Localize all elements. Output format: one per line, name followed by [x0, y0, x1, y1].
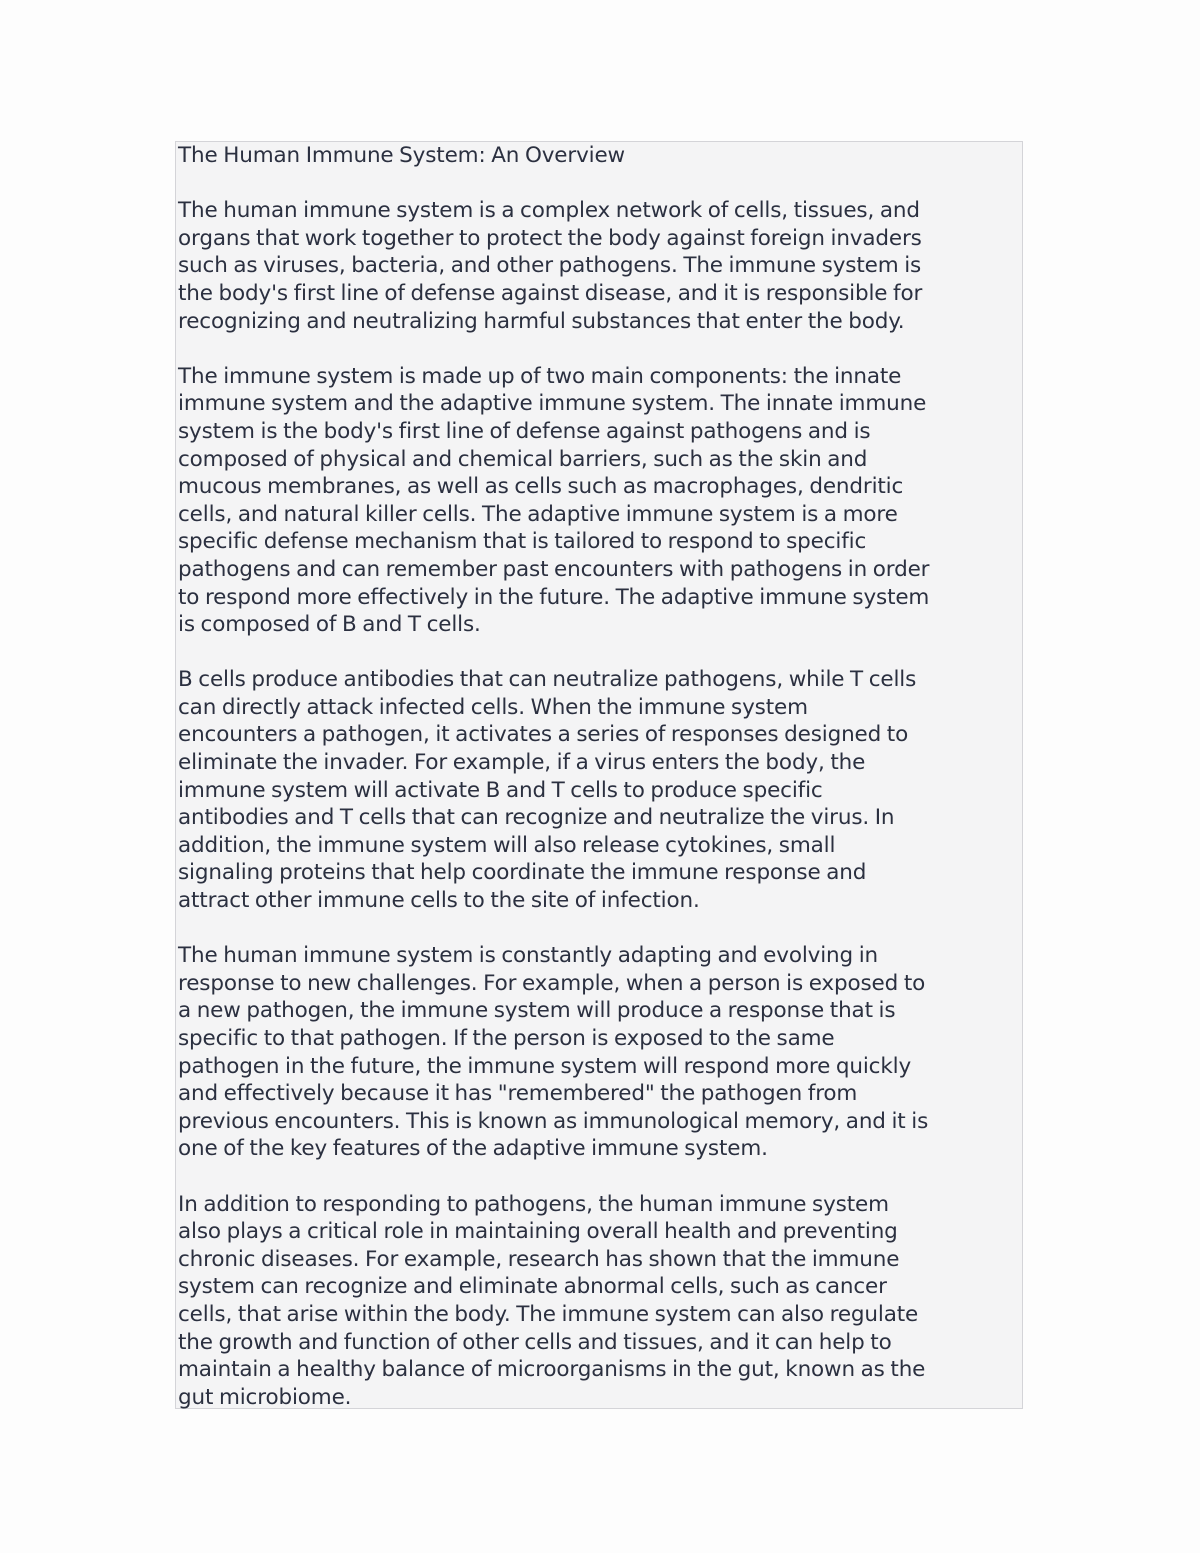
paragraph-3: B cells produce antibodies that can neutralize pathogens, while T cells can directly attack infected cells. When the immune system encounters a pathogen, it activates a series of responses designed to eliminate the invader. For example, if a virus enters the body, the immune system will activate B and T cells to produce specific antibodies and T cells that can recognize and neutralize the virus. In addition, the immune system will also release cytokines, small signaling proteins that help coordinate the immune response and attract other immune cells to the site of infection.	[178, 667, 917, 914]
paragraph-1: The human immune system is a complex network of cells, tissues, and organs that work together to protect the body against foreign invaders such as viruses, bacteria, and other pathogens. The immune system is the body's first line of defense against disease, and it is responsible for recognizing and neutralizing harmful substances that enter the body.	[178, 198, 923, 334]
paragraph-5: In addition to responding to pathogens, the human immune system also plays a critical role in maintaining overall health and preventing chronic diseases. For example, research has shown that the immune system can recognize and eliminate abnormal cells, such as cancer cells, that arise within the body. The immune system can also regulate the growth and function of other cells and tissues, and it can help to maintain a healthy balance of microorganisms in the gut, known as the gut microbiome.	[178, 1191, 926, 1410]
paragraph-4: The human immune system is constantly adapting and evolving in response to new challenges. For example, when a person is exposed to a new pathogen, the immune system will produce a response that is specific to that pathogen. If the person is exposed to the same pathogen in the future, the immune system will respond more quickly and effectively because it has "remembered" the pathogen from previous encounters. This is known as immunological memory, and it is one of the key features of the adaptive immune system.	[178, 943, 929, 1162]
document-title: The Human Immune System: An Overview	[178, 143, 625, 168]
paragraph-2: The immune system is made up of two main components: the innate immune system and the adaptive immune system. The innate immune system is the body's first line of defense against pathogens and is composed of physical and chemical barriers, such as the skin and mucous membranes, as well as cells such as macrophages, dendritic cells, and natural killer cells. The adaptive immune system is a more specific defense mechanism that is tailored to respond to specific pathogens and can remember past encounters with pathogens in order to respond more effectively in the future. The adaptive immune system is composed of B and T cells.	[178, 363, 930, 638]
document-text-box	[175, 141, 1023, 1409]
